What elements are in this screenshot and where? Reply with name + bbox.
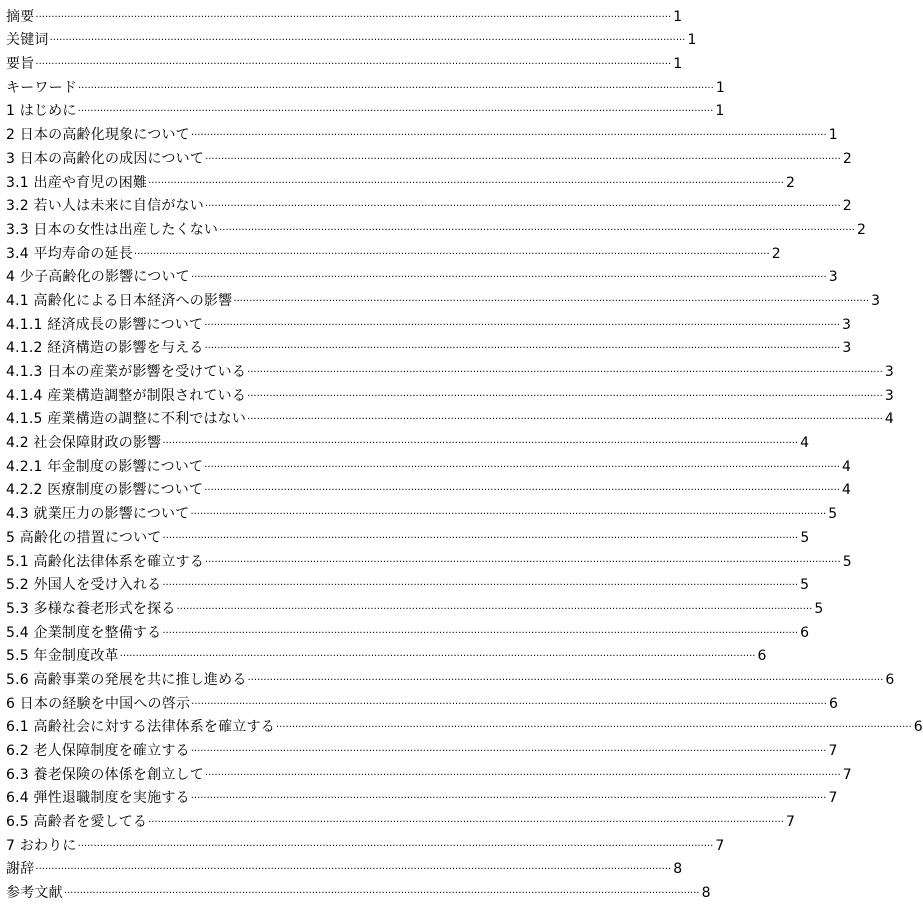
toc-entry-page: 5 xyxy=(814,600,824,617)
toc-entry-title: 3.3 日本の女性は出産したくない xyxy=(6,221,219,238)
toc-entry[interactable] xyxy=(0,665,895,689)
toc-entry[interactable] xyxy=(0,2,683,26)
toc-entry[interactable] xyxy=(0,381,894,405)
toc-entry[interactable] xyxy=(0,499,838,523)
toc-entry-title: 4.1.4 産業構造調整が制限されている xyxy=(6,387,247,404)
toc-entry[interactable] xyxy=(0,452,851,476)
toc-entry-title: 5.5 年金制度改革 xyxy=(6,648,119,665)
toc-entry-title: 3.4 平均寿命の延長 xyxy=(6,245,133,262)
toc-entry-title: 6.5 高齢者を愛してる xyxy=(6,814,148,831)
toc-entry-title: 5 高齢化の措置について xyxy=(6,529,162,546)
toc-entry[interactable] xyxy=(0,878,711,902)
toc-entry-page: 4 xyxy=(842,458,851,475)
toc-leader-dots: ········································································································································································································ xyxy=(35,59,672,71)
toc-entry-page: 3 xyxy=(884,364,894,380)
toc-leader-dots: ········································································································································································································ xyxy=(190,746,827,757)
toc-entry[interactable] xyxy=(0,571,810,595)
toc-leader-dots: ········································································································································································································ xyxy=(204,201,841,213)
toc-entry[interactable] xyxy=(0,26,697,50)
toc-entry[interactable] xyxy=(0,168,795,192)
toc-entry[interactable] xyxy=(0,855,683,879)
toc-leader-dots: ········································································································································································································ xyxy=(35,11,672,23)
toc-entry[interactable] xyxy=(0,689,838,713)
toc-entry[interactable] xyxy=(0,263,838,287)
toc-entry[interactable] xyxy=(0,618,810,642)
toc-entry-title: 4.1.3 日本の産業が影響を受けている xyxy=(6,364,247,380)
toc-entry-page: 1 xyxy=(673,56,683,73)
toc-entry-page: 7 xyxy=(715,837,725,854)
toc-entry-page: 2 xyxy=(842,150,852,167)
toc-entry-title: 4.2 社会保障財政の影響 xyxy=(6,435,162,452)
toc-entry[interactable] xyxy=(0,713,923,737)
toc-entry[interactable] xyxy=(0,120,838,144)
toc-entry-page: 1 xyxy=(715,103,725,120)
toc-entry[interactable] xyxy=(0,97,725,121)
toc-leader-dots: ········································································································································································································ xyxy=(247,367,883,378)
toc-leader-dots: ········································································································································································································ xyxy=(176,603,813,615)
toc-entry-page: 1 xyxy=(828,127,838,144)
toc-entry-page: 4 xyxy=(884,411,894,428)
toc-entry-title: 4.1.1 経済成長の影響について xyxy=(6,316,204,333)
toc-entry[interactable] xyxy=(0,642,767,666)
toc-entry-page: 2 xyxy=(842,198,852,215)
toc-entry[interactable] xyxy=(0,807,795,831)
toc-entry-title: 4.1 高齢化による日本経済への影響 xyxy=(6,292,233,309)
toc-entry-title: 2 日本の高齢化現象について xyxy=(6,127,190,144)
toc-entry[interactable] xyxy=(0,594,824,618)
toc-entry[interactable] xyxy=(0,784,838,808)
toc-leader-dots: ········································································································································································································ xyxy=(204,343,841,355)
toc-entry[interactable] xyxy=(0,215,866,239)
toc-leader-dots: ········································································································································································································ xyxy=(204,485,840,497)
toc-leader-dots: ········································································································································································································ xyxy=(77,840,714,852)
toc-leader-dots: ········································································································································································································ xyxy=(247,390,883,402)
toc-entry-page: 3 xyxy=(828,269,838,286)
toc-leader-dots: ········································································································································································································ xyxy=(77,106,714,118)
toc-entry[interactable] xyxy=(0,310,851,334)
toc-leader-dots: ········································································································································································································ xyxy=(190,130,827,142)
toc-entry-page: 5 xyxy=(800,529,810,546)
toc-entry-page: 4 xyxy=(800,435,810,452)
toc-entry-title: 4.1.5 産業構造の調整に不利ではない xyxy=(6,411,247,428)
toc-entry-title: 5.3 多様な養老形式を探る xyxy=(6,600,176,617)
toc-entry[interactable] xyxy=(0,144,852,168)
toc-entry[interactable] xyxy=(0,760,852,784)
toc-leader-dots: ········································································································································································································ xyxy=(63,888,700,900)
toc-leader-dots: ········································································································································································································ xyxy=(219,224,855,236)
toc-leader-dots: ········································································································································································································ xyxy=(35,864,672,876)
toc-leader-dots: ········································································································································································································ xyxy=(204,461,840,473)
toc-entry-title: 7 おわりに xyxy=(6,837,77,854)
toc-entry-title: 5.1 高齢化法律体系を確立する xyxy=(6,553,204,570)
toc-entry[interactable] xyxy=(0,736,838,760)
toc-entry-page: 2 xyxy=(856,221,866,238)
toc-entry-title: 4.2.1 年金制度の影響について xyxy=(6,458,204,475)
toc-entry-title: 6.2 老人保障制度を確立する xyxy=(6,743,190,759)
toc-entry-title: 4.2.2 医療制度の影響について xyxy=(6,482,204,499)
toc-leader-dots: ········································································································································································································ xyxy=(49,35,686,47)
toc-entry-title: 謝辞 xyxy=(6,861,35,878)
toc-entry[interactable] xyxy=(0,286,881,310)
toc-leader-dots: ········································································································································································································ xyxy=(119,651,756,663)
toc-leader-dots: ········································································································································································································ xyxy=(148,177,784,189)
toc-entry-title: 3.1 出産や育児の困難 xyxy=(6,174,148,191)
toc-leader-dots: ········································································································································································································ xyxy=(204,556,841,568)
toc-entry[interactable] xyxy=(0,334,852,358)
toc-entry-title: 参考文献 xyxy=(6,885,63,902)
toc-entry-page: 3 xyxy=(842,316,851,333)
toc-entry-page: 3 xyxy=(884,387,894,404)
toc-leader-dots: ········································································································································································································ xyxy=(205,153,841,165)
toc-entry[interactable] xyxy=(0,239,781,263)
toc-entry-page: 8 xyxy=(701,885,711,902)
toc-entry-page: 8 xyxy=(673,861,683,878)
toc-leader-dots: ········································································································································································································ xyxy=(133,248,770,260)
toc-entry[interactable] xyxy=(0,428,810,452)
toc-entry-page: 5 xyxy=(842,553,852,570)
toc-entry-page: 5 xyxy=(800,577,810,594)
toc-entry-page: 1 xyxy=(687,32,697,49)
toc-entry[interactable] xyxy=(0,192,852,216)
toc-entry[interactable] xyxy=(0,73,725,97)
toc-entry-page: 7 xyxy=(842,766,852,783)
toc-leader-dots: ········································································································································································································ xyxy=(162,438,799,450)
toc-entry-page: 7 xyxy=(828,790,838,807)
toc-entry-page: 3 xyxy=(842,340,852,357)
toc-leader-dots: ········································································································································································································ xyxy=(247,674,884,686)
toc-leader-dots: ········································································································································································································ xyxy=(204,319,840,331)
toc-entry-page: 6 xyxy=(757,648,767,665)
toc-entry-title: 要旨 xyxy=(6,56,35,73)
toc-leader-dots: ········································································································································································································ xyxy=(275,722,912,734)
toc-leader-dots: ········································································································································································································ xyxy=(204,769,841,781)
toc-entry-title: 摘要 xyxy=(6,8,35,25)
toc-leader-dots: ········································································································································································································ xyxy=(191,698,827,710)
toc-entry[interactable] xyxy=(0,405,894,429)
toc-leader-dots: ········································································································································································································ xyxy=(190,793,827,805)
toc-entry-title: 1 はじめに xyxy=(6,103,77,120)
toc-entry[interactable] xyxy=(0,49,683,73)
toc-entry-page: 2 xyxy=(785,174,795,191)
toc-entry-page: 6 xyxy=(800,624,810,641)
toc-entry[interactable] xyxy=(0,831,725,855)
toc-entry-title: 4 少子高齢化の影響について xyxy=(6,269,190,286)
toc-entry[interactable] xyxy=(0,476,851,500)
toc-entry-page: 3 xyxy=(871,292,881,309)
toc-leader-dots: ········································································································································································································ xyxy=(78,82,714,94)
toc-entry-title: 5.4 企業制度を整備する xyxy=(6,624,162,641)
toc-entry-page: 4 xyxy=(842,482,851,499)
toc-entry-page: 5 xyxy=(828,506,838,523)
toc-entry-title: 5.6 高齢事業の発展を共に推し進める xyxy=(6,671,247,688)
toc-leader-dots: ········································································································································································································ xyxy=(190,272,827,284)
toc-entry-page: 1 xyxy=(715,79,725,96)
toc-entry-page: 6 xyxy=(913,719,923,736)
toc-entry-title: 3.2 若い人は未来に自信がない xyxy=(6,198,204,215)
toc-leader-dots: ········································································································································································································ xyxy=(190,509,827,521)
toc-entry-title: 3 日本の高齢化の成因について xyxy=(6,150,205,167)
toc-entry-title: 4.1.2 経済構造の影響を与える xyxy=(6,340,204,357)
toc-entry-page: 1 xyxy=(673,8,683,25)
toc-leader-dots: ········································································································································································································ xyxy=(233,295,870,307)
toc-entry-page: 7 xyxy=(785,814,795,831)
toc-entry-title: 5.2 外国人を受け入れる xyxy=(6,577,162,594)
toc-leader-dots: ········································································································································································································ xyxy=(162,627,799,639)
toc-leader-dots: ········································································································································································································ xyxy=(148,817,784,829)
toc-leader-dots: ········································································································································································································ xyxy=(162,532,799,544)
toc-leader-dots: ········································································································································································································ xyxy=(247,414,883,426)
toc-entry-title: 4.3 就業圧力の影響について xyxy=(6,506,190,523)
toc-entry[interactable] xyxy=(0,357,894,381)
toc-entry-title: キーワード xyxy=(6,79,77,96)
toc-entry-page: 6 xyxy=(829,695,838,712)
toc-entry-title: 关键词 xyxy=(6,32,49,49)
toc-entry-title: 6 日本の経験を中国への啓示 xyxy=(6,695,191,712)
toc-entry-page: 2 xyxy=(771,245,781,262)
toc-entry-title: 6.3 養老保険の体係を創立して xyxy=(6,766,204,783)
toc-entry-title: 6.1 高齢社会に対する法律体系を確立する xyxy=(6,719,275,736)
toc-entry-page: 6 xyxy=(885,671,895,688)
toc-entry-page: 7 xyxy=(828,743,838,759)
toc-entry-title: 6.4 弾性退職制度を実施する xyxy=(6,790,190,807)
toc-entry[interactable] xyxy=(0,523,810,547)
toc-leader-dots: ········································································································································································································ xyxy=(162,580,799,592)
toc-entry[interactable] xyxy=(0,547,852,571)
